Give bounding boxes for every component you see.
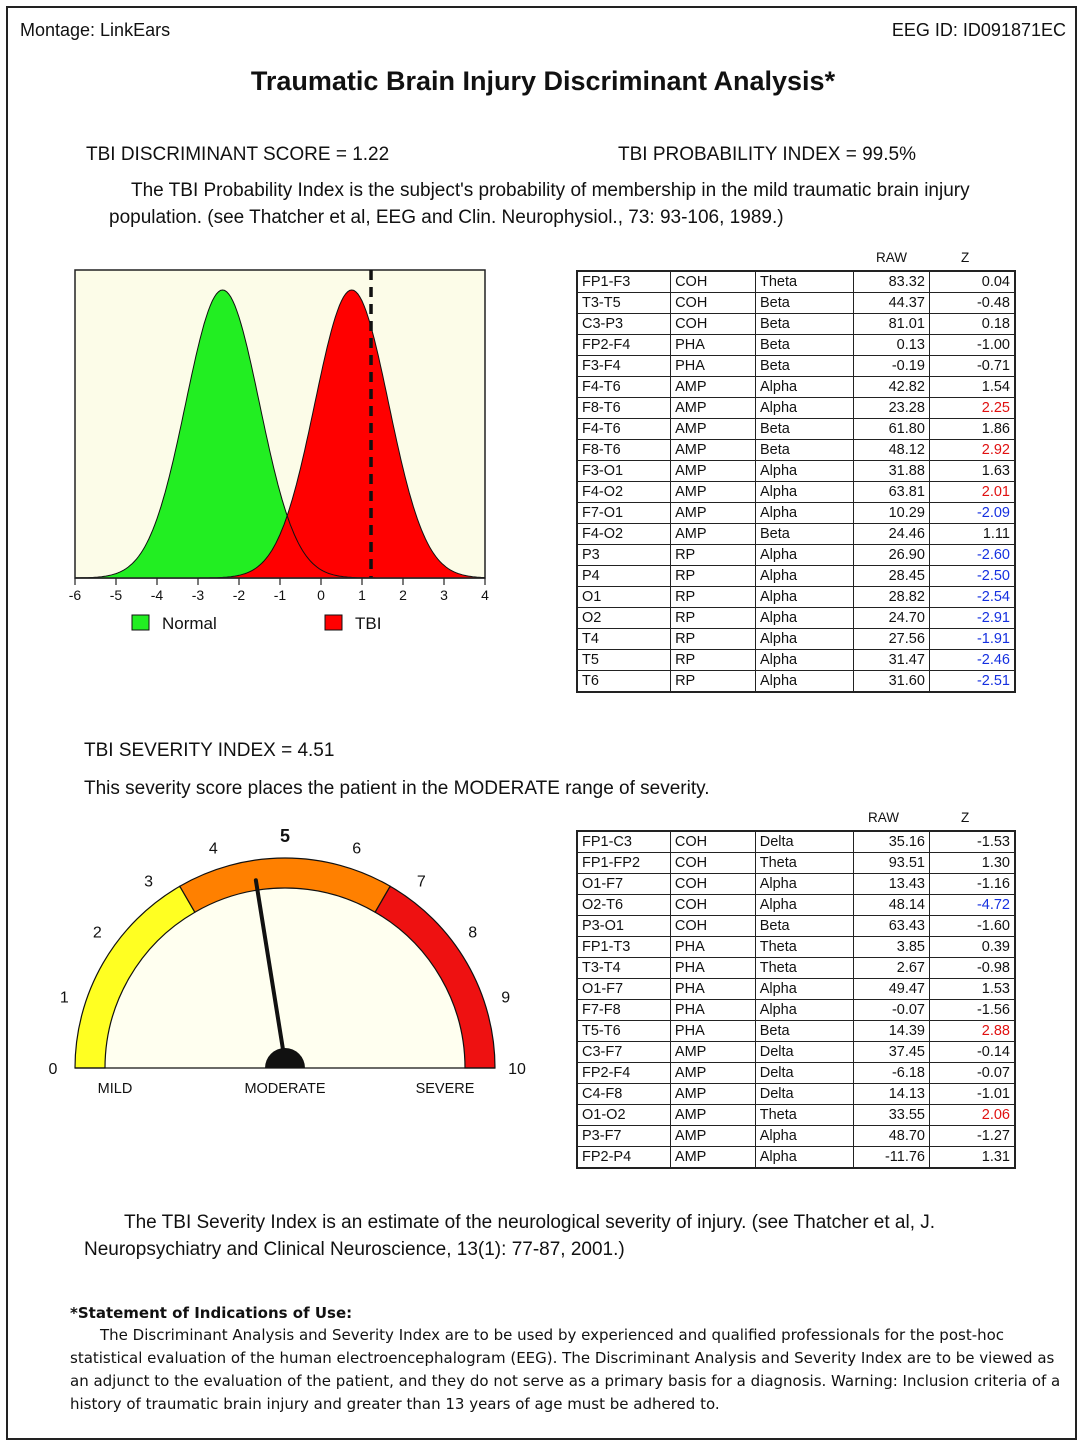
measure-cell: COH bbox=[671, 314, 756, 335]
measure-cell: COH bbox=[670, 874, 755, 895]
gauge-label-mild: MILD bbox=[97, 1081, 133, 1097]
table-row bbox=[577, 1000, 1015, 1021]
site-cell: O2-T6 bbox=[577, 895, 670, 916]
band-cell: Alpha bbox=[756, 398, 854, 419]
z-cell: -1.16 bbox=[930, 874, 1016, 895]
table-row bbox=[577, 629, 1015, 650]
table-row bbox=[577, 314, 1015, 335]
gauge-number: 10 bbox=[508, 1061, 526, 1078]
measure-cell: PHA bbox=[670, 979, 755, 1000]
z-cell: 1.63 bbox=[929, 461, 1015, 482]
measure-cell: AMP bbox=[671, 440, 756, 461]
band-cell: Beta bbox=[756, 293, 854, 314]
band-cell: Alpha bbox=[755, 1147, 853, 1169]
z-cell: -1.27 bbox=[930, 1126, 1016, 1147]
table2-z-header: Z bbox=[961, 810, 970, 825]
x-tick-label: -3 bbox=[191, 587, 205, 603]
distribution-chart bbox=[60, 262, 510, 642]
measure-cell: RP bbox=[671, 650, 756, 671]
measure-cell: RP bbox=[671, 608, 756, 629]
site-cell: F3-F4 bbox=[577, 356, 671, 377]
site-cell: C4-F8 bbox=[577, 1084, 670, 1105]
raw-cell: 49.47 bbox=[853, 979, 929, 1000]
band-cell: Beta bbox=[756, 419, 854, 440]
band-cell: Alpha bbox=[755, 895, 853, 916]
raw-cell: 35.16 bbox=[853, 831, 929, 853]
band-cell: Theta bbox=[755, 958, 853, 979]
raw-cell: 13.43 bbox=[853, 874, 929, 895]
z-cell: -2.51 bbox=[929, 671, 1015, 693]
site-cell: P3-O1 bbox=[577, 916, 670, 937]
band-cell: Theta bbox=[755, 1105, 853, 1126]
table-row bbox=[577, 398, 1015, 419]
measure-cell: AMP bbox=[671, 398, 756, 419]
raw-cell: -0.19 bbox=[854, 356, 930, 377]
table-row bbox=[577, 461, 1015, 482]
z-cell: -4.72 bbox=[930, 895, 1016, 916]
band-cell: Alpha bbox=[755, 1126, 853, 1147]
severity-table bbox=[576, 830, 1016, 1169]
band-cell: Beta bbox=[755, 1021, 853, 1042]
table-row bbox=[577, 545, 1015, 566]
band-cell: Alpha bbox=[756, 377, 854, 398]
table-row bbox=[577, 1021, 1015, 1042]
eeg-id-label: EEG ID: ID091871EC bbox=[891, 20, 1066, 40]
x-tick-label: -4 bbox=[150, 587, 164, 603]
gauge-number: 2 bbox=[92, 924, 102, 942]
z-cell: -0.14 bbox=[930, 1042, 1016, 1063]
severity-index: TBI SEVERITY INDEX = 4.51 bbox=[84, 740, 335, 761]
table-row bbox=[577, 335, 1015, 356]
raw-cell: 14.39 bbox=[853, 1021, 929, 1042]
site-cell: F7-F8 bbox=[577, 1000, 670, 1021]
table-row bbox=[577, 916, 1015, 937]
z-cell: -0.07 bbox=[930, 1063, 1016, 1084]
x-tick-label: -1 bbox=[273, 587, 287, 603]
page-title: Traumatic Brain Injury Discriminant Analysis* bbox=[250, 66, 836, 96]
raw-cell: 26.90 bbox=[854, 545, 930, 566]
site-cell: O2 bbox=[577, 608, 671, 629]
band-cell: Beta bbox=[756, 314, 854, 335]
band-cell: Alpha bbox=[756, 650, 854, 671]
raw-cell: 44.37 bbox=[854, 293, 930, 314]
band-cell: Alpha bbox=[756, 671, 854, 693]
measure-cell: PHA bbox=[670, 937, 755, 958]
measure-cell: PHA bbox=[670, 1000, 755, 1021]
band-cell: Theta bbox=[756, 271, 854, 293]
measure-cell: PHA bbox=[671, 356, 756, 377]
z-cell: 2.01 bbox=[929, 482, 1015, 503]
site-cell: F8-T6 bbox=[577, 398, 671, 419]
severity-gauge bbox=[50, 818, 530, 1108]
site-cell: FP2-P4 bbox=[577, 1147, 670, 1169]
gauge-label-severe: SEVERE bbox=[415, 1081, 475, 1097]
discriminant-description-line2: population. (see Thatcher et al, EEG and Clin. Neurophysiol., 73: 93-106, 1989.) bbox=[109, 207, 784, 228]
measure-cell: AMP bbox=[670, 1126, 755, 1147]
raw-cell: 14.13 bbox=[853, 1084, 929, 1105]
z-cell: 1.31 bbox=[930, 1147, 1016, 1169]
site-cell: T6 bbox=[577, 671, 671, 693]
z-cell: -2.60 bbox=[929, 545, 1015, 566]
raw-cell: 48.70 bbox=[853, 1126, 929, 1147]
raw-cell: 10.29 bbox=[854, 503, 930, 524]
z-cell: 1.53 bbox=[930, 979, 1016, 1000]
band-cell: Alpha bbox=[756, 629, 854, 650]
gauge-number: 3 bbox=[144, 873, 154, 891]
raw-cell: 23.28 bbox=[854, 398, 930, 419]
band-cell: Delta bbox=[755, 831, 853, 853]
measure-cell: AMP bbox=[670, 1084, 755, 1105]
measure-cell: COH bbox=[671, 271, 756, 293]
band-cell: Delta bbox=[755, 1084, 853, 1105]
site-cell: F4-T6 bbox=[577, 377, 671, 398]
band-cell: Beta bbox=[755, 916, 853, 937]
z-cell: -0.98 bbox=[930, 958, 1016, 979]
raw-cell: -11.76 bbox=[853, 1147, 929, 1169]
measure-cell: RP bbox=[671, 545, 756, 566]
table-row bbox=[577, 440, 1015, 461]
site-cell: C3-P3 bbox=[577, 314, 671, 335]
raw-cell: -0.07 bbox=[853, 1000, 929, 1021]
site-cell: FP1-T3 bbox=[577, 937, 670, 958]
discriminant-score: TBI DISCRIMINANT SCORE = 1.22 bbox=[86, 144, 390, 165]
z-cell: -1.56 bbox=[930, 1000, 1016, 1021]
x-tick-label: 4 bbox=[481, 587, 489, 603]
x-tick-label: 0 bbox=[317, 587, 325, 603]
site-cell: T3-T4 bbox=[577, 958, 670, 979]
z-cell: 0.39 bbox=[930, 937, 1016, 958]
measure-cell: AMP bbox=[671, 419, 756, 440]
raw-cell: 48.14 bbox=[853, 895, 929, 916]
z-cell: 0.18 bbox=[929, 314, 1015, 335]
band-cell: Theta bbox=[755, 853, 853, 874]
x-tick-label: -5 bbox=[109, 587, 123, 603]
raw-cell: 61.80 bbox=[854, 419, 930, 440]
measure-cell: PHA bbox=[670, 958, 755, 979]
z-cell: 2.06 bbox=[930, 1105, 1016, 1126]
montage-label: Montage: LinkEars bbox=[20, 20, 171, 40]
legend-swatch-normal bbox=[132, 615, 149, 630]
raw-cell: 93.51 bbox=[853, 853, 929, 874]
x-tick-label: 3 bbox=[440, 587, 448, 603]
statement-line1: The Discriminant Analysis and Severity Index are to be used by experienced and qualified professionals for the post-hoc bbox=[100, 1326, 1005, 1344]
site-cell: FP1-FP2 bbox=[577, 853, 670, 874]
table-row bbox=[577, 937, 1015, 958]
z-cell: -0.71 bbox=[929, 356, 1015, 377]
gauge-number: 9 bbox=[501, 989, 511, 1007]
table-row bbox=[577, 671, 1015, 693]
site-cell: P3 bbox=[577, 545, 671, 566]
legend-label-tbi: TBI bbox=[355, 614, 382, 633]
x-tick-label: 1 bbox=[358, 587, 366, 603]
measure-cell: RP bbox=[671, 566, 756, 587]
measure-cell: AMP bbox=[670, 1105, 755, 1126]
table-row bbox=[577, 524, 1015, 545]
band-cell: Alpha bbox=[755, 874, 853, 895]
table-row bbox=[577, 271, 1015, 293]
raw-cell: 27.56 bbox=[854, 629, 930, 650]
measure-cell: AMP bbox=[671, 482, 756, 503]
table-row bbox=[577, 503, 1015, 524]
discriminant-description-line1: The TBI Probability Index is the subject's probability of membership in the mild traumatic brain injury bbox=[131, 180, 970, 201]
site-cell: FP1-C3 bbox=[577, 831, 670, 853]
severity-description-line1: The TBI Severity Index is an estimate of the neurological severity of injury. (see Thatcher et al, J. bbox=[124, 1212, 936, 1233]
raw-cell: 63.81 bbox=[854, 482, 930, 503]
raw-cell: 42.82 bbox=[854, 377, 930, 398]
site-cell: FP1-F3 bbox=[577, 271, 671, 293]
site-cell: O1-F7 bbox=[577, 979, 670, 1000]
gauge-label-moderate: MODERATE bbox=[244, 1081, 326, 1097]
raw-cell: 37.45 bbox=[853, 1042, 929, 1063]
z-cell: -2.54 bbox=[929, 587, 1015, 608]
table1-raw-header: RAW bbox=[876, 250, 907, 265]
z-cell: -2.91 bbox=[929, 608, 1015, 629]
measure-cell: COH bbox=[670, 895, 755, 916]
table-row bbox=[577, 356, 1015, 377]
z-cell: -1.60 bbox=[930, 916, 1016, 937]
band-cell: Beta bbox=[756, 524, 854, 545]
band-cell: Alpha bbox=[756, 566, 854, 587]
z-cell: 1.11 bbox=[929, 524, 1015, 545]
band-cell: Beta bbox=[756, 356, 854, 377]
table-row bbox=[577, 377, 1015, 398]
table-row bbox=[577, 293, 1015, 314]
gauge-number: 7 bbox=[416, 873, 426, 891]
raw-cell: 28.82 bbox=[854, 587, 930, 608]
table1-z-header: Z bbox=[961, 250, 970, 265]
band-cell: Alpha bbox=[756, 461, 854, 482]
measure-cell: RP bbox=[671, 629, 756, 650]
raw-cell: 31.47 bbox=[854, 650, 930, 671]
raw-cell: 63.43 bbox=[853, 916, 929, 937]
band-cell: Alpha bbox=[756, 545, 854, 566]
measure-cell: AMP bbox=[670, 1063, 755, 1084]
site-cell: T3-T5 bbox=[577, 293, 671, 314]
z-cell: 1.86 bbox=[929, 419, 1015, 440]
band-cell: Alpha bbox=[755, 979, 853, 1000]
x-tick-label: 2 bbox=[399, 587, 407, 603]
raw-cell: 24.46 bbox=[854, 524, 930, 545]
measure-cell: PHA bbox=[670, 1021, 755, 1042]
site-cell: O1 bbox=[577, 587, 671, 608]
site-cell: F4-O2 bbox=[577, 482, 671, 503]
z-cell: -2.46 bbox=[929, 650, 1015, 671]
site-cell: T4 bbox=[577, 629, 671, 650]
table-row bbox=[577, 587, 1015, 608]
gauge-number: 0 bbox=[48, 1061, 58, 1078]
raw-cell: 0.13 bbox=[854, 335, 930, 356]
raw-cell: 31.88 bbox=[854, 461, 930, 482]
gauge-number: 1 bbox=[59, 989, 69, 1007]
table-row bbox=[577, 853, 1015, 874]
table-row bbox=[577, 608, 1015, 629]
z-cell: -1.91 bbox=[929, 629, 1015, 650]
z-cell: 0.04 bbox=[929, 271, 1015, 293]
site-cell: O1-O2 bbox=[577, 1105, 670, 1126]
site-cell: FP2-F4 bbox=[577, 335, 671, 356]
raw-cell: 3.85 bbox=[853, 937, 929, 958]
x-tick-label: -2 bbox=[232, 587, 246, 603]
legend-swatch-tbi bbox=[325, 615, 342, 630]
statement-line4: history of traumatic brain injury and greater than 13 years of age must be adhered to. bbox=[70, 1395, 720, 1413]
statement-line3: an adjunct to the evaluation of the patient, and they do not serve as a primary basis for a diagnosis. Warning: Inclusion criteria of a bbox=[70, 1372, 1061, 1390]
severity-range-sentence: This severity score places the patient in the MODERATE range of severity. bbox=[84, 778, 710, 799]
table-row bbox=[577, 419, 1015, 440]
raw-cell: -6.18 bbox=[853, 1063, 929, 1084]
measure-cell: AMP bbox=[670, 1147, 755, 1169]
band-cell: Alpha bbox=[756, 482, 854, 503]
z-cell: 1.54 bbox=[929, 377, 1015, 398]
measure-cell: RP bbox=[671, 587, 756, 608]
measure-cell: COH bbox=[670, 831, 755, 853]
band-cell: Alpha bbox=[756, 503, 854, 524]
raw-cell: 31.60 bbox=[854, 671, 930, 693]
gauge-number: 8 bbox=[468, 924, 478, 942]
table-row bbox=[577, 1126, 1015, 1147]
z-cell: 1.30 bbox=[930, 853, 1016, 874]
measure-cell: COH bbox=[670, 853, 755, 874]
table-row bbox=[577, 831, 1015, 853]
raw-cell: 2.67 bbox=[853, 958, 929, 979]
measure-cell: AMP bbox=[671, 503, 756, 524]
table-row bbox=[577, 895, 1015, 916]
severity-description-line2: Neuropsychiatry and Clinical Neuroscience, 13(1): 77-87, 2001.) bbox=[84, 1239, 625, 1260]
measure-cell: AMP bbox=[671, 377, 756, 398]
table2-raw-header: RAW bbox=[868, 810, 899, 825]
site-cell: T5-T6 bbox=[577, 1021, 670, 1042]
statement-line2: statistical evaluation of the human electroencephalogram (EEG). The Discriminant Analysis and Severity Index are to be viewed as bbox=[70, 1349, 1055, 1367]
z-cell: 2.92 bbox=[929, 440, 1015, 461]
site-cell: T5 bbox=[577, 650, 671, 671]
z-cell: -1.53 bbox=[930, 831, 1016, 853]
legend-label-normal: Normal bbox=[162, 614, 217, 633]
table-row bbox=[577, 650, 1015, 671]
site-cell: F4-T6 bbox=[577, 419, 671, 440]
band-cell: Beta bbox=[756, 335, 854, 356]
z-cell: -1.01 bbox=[930, 1084, 1016, 1105]
table-row bbox=[577, 1147, 1015, 1169]
site-cell: F3-O1 bbox=[577, 461, 671, 482]
band-cell: Alpha bbox=[755, 1000, 853, 1021]
site-cell: FP2-F4 bbox=[577, 1063, 670, 1084]
site-cell: F4-O2 bbox=[577, 524, 671, 545]
z-cell: 2.88 bbox=[930, 1021, 1016, 1042]
band-cell: Alpha bbox=[756, 587, 854, 608]
site-cell: F8-T6 bbox=[577, 440, 671, 461]
measure-cell: AMP bbox=[670, 1042, 755, 1063]
table-row bbox=[577, 1084, 1015, 1105]
site-cell: P3-F7 bbox=[577, 1126, 670, 1147]
raw-cell: 83.32 bbox=[854, 271, 930, 293]
band-cell: Alpha bbox=[756, 608, 854, 629]
band-cell: Delta bbox=[755, 1042, 853, 1063]
measure-cell: COH bbox=[670, 916, 755, 937]
band-cell: Beta bbox=[756, 440, 854, 461]
z-cell: -1.00 bbox=[929, 335, 1015, 356]
table-row bbox=[577, 1042, 1015, 1063]
discriminant-table bbox=[576, 270, 1016, 693]
statement-heading: *Statement of Indications of Use: bbox=[70, 1304, 353, 1322]
table-row bbox=[577, 1063, 1015, 1084]
table-row bbox=[577, 482, 1015, 503]
z-cell: -2.09 bbox=[929, 503, 1015, 524]
table-row bbox=[577, 958, 1015, 979]
gauge-number: 5 bbox=[279, 826, 291, 846]
band-cell: Delta bbox=[755, 1063, 853, 1084]
measure-cell: AMP bbox=[671, 524, 756, 545]
x-tick-label: -6 bbox=[68, 587, 82, 603]
site-cell: C3-F7 bbox=[577, 1042, 670, 1063]
measure-cell: PHA bbox=[671, 335, 756, 356]
z-cell: 2.25 bbox=[929, 398, 1015, 419]
measure-cell: AMP bbox=[671, 461, 756, 482]
band-cell: Theta bbox=[755, 937, 853, 958]
raw-cell: 81.01 bbox=[854, 314, 930, 335]
raw-cell: 48.12 bbox=[854, 440, 930, 461]
table-row bbox=[577, 566, 1015, 587]
site-cell: O1-F7 bbox=[577, 874, 670, 895]
table-row bbox=[577, 979, 1015, 1000]
raw-cell: 33.55 bbox=[853, 1105, 929, 1126]
measure-cell: COH bbox=[671, 293, 756, 314]
z-cell: -2.50 bbox=[929, 566, 1015, 587]
table-row bbox=[577, 1105, 1015, 1126]
table-row bbox=[577, 874, 1015, 895]
raw-cell: 24.70 bbox=[854, 608, 930, 629]
site-cell: P4 bbox=[577, 566, 671, 587]
raw-cell: 28.45 bbox=[854, 566, 930, 587]
z-cell: -0.48 bbox=[929, 293, 1015, 314]
gauge-number: 6 bbox=[352, 840, 362, 858]
site-cell: F7-O1 bbox=[577, 503, 671, 524]
probability-index: TBI PROBABILITY INDEX = 99.5% bbox=[618, 144, 916, 165]
gauge-number: 4 bbox=[208, 840, 218, 858]
measure-cell: RP bbox=[671, 671, 756, 693]
